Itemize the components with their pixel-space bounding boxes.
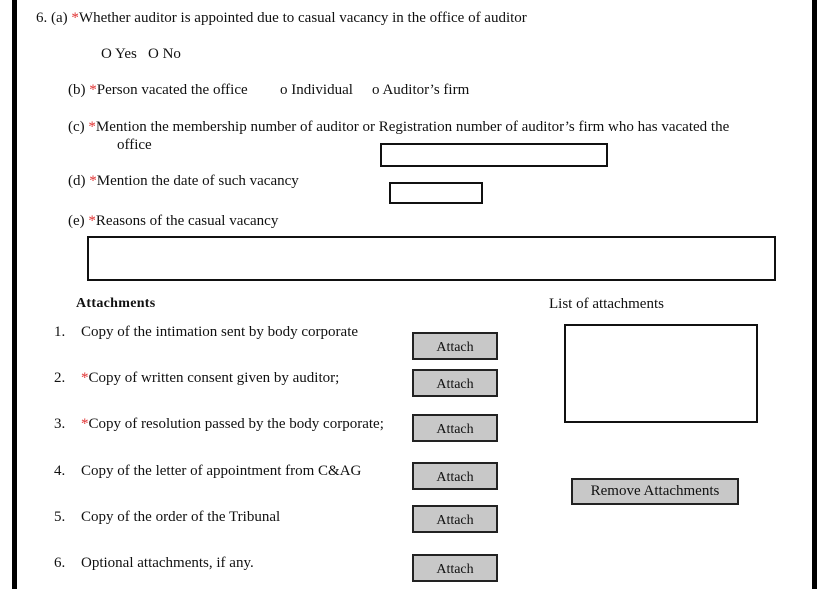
- attachment-item-text: Copy of written consent given by auditor;: [88, 370, 340, 386]
- required-asterisk: *: [88, 213, 96, 229]
- attach-button-6[interactable]: Attach: [412, 554, 498, 582]
- question-6c-label: (c): [68, 119, 85, 135]
- required-asterisk: *: [89, 82, 97, 98]
- question-6c-text: Mention the membership number of auditor or Registration number of auditor’s firm who has vacated the: [95, 119, 730, 135]
- attachment-item-label: [81, 555, 254, 572]
- option-no-label: No: [162, 46, 181, 62]
- option-auditors-firm[interactable]: [372, 82, 469, 99]
- question-6e-text: Reasons of the casual vacancy: [95, 213, 279, 229]
- attachment-item-text: Copy of the order of the Tribunal: [81, 509, 281, 525]
- attachment-item-number: 5.: [54, 509, 66, 525]
- attachment-item-number: 1.: [54, 324, 66, 340]
- radio-individual-icon[interactable]: o: [280, 82, 288, 98]
- question-6b-text: Person vacated the office: [96, 82, 248, 98]
- radio-yes-icon[interactable]: O: [101, 46, 112, 62]
- option-no[interactable]: [148, 46, 181, 63]
- required-asterisk: *: [89, 173, 97, 189]
- attachment-item-label: [81, 324, 358, 341]
- question-6e: [68, 213, 278, 230]
- left-page-border: [12, 0, 17, 589]
- attachment-item-text: Optional attachments, if any.: [81, 555, 254, 571]
- list-of-attachments-heading: List of attachments: [549, 296, 664, 312]
- question-6a: [36, 10, 527, 27]
- attach-button-4[interactable]: Attach: [412, 462, 498, 490]
- question-6a-number: 6. (a): [36, 10, 68, 26]
- attachment-item-text: Copy of resolution passed by the body corporate;: [88, 416, 384, 432]
- attachments-heading: Attachments: [76, 296, 156, 311]
- question-6b: [68, 82, 248, 99]
- attach-button-2[interactable]: Attach: [412, 369, 498, 397]
- attachment-item-number: 6.: [54, 555, 66, 571]
- radio-firm-icon[interactable]: o: [372, 82, 380, 98]
- question-6d: [68, 173, 299, 190]
- remove-attachments-button[interactable]: Remove Attachments: [571, 478, 739, 505]
- attachment-item-number: 4.: [54, 463, 66, 479]
- attachment-item-number: 3.: [54, 416, 66, 432]
- required-asterisk: *: [88, 119, 96, 135]
- question-6d-text: Mention the date of such vacancy: [96, 173, 299, 189]
- question-6a-text: Whether auditor is appointed due to casual vacancy in the office of auditor: [78, 10, 527, 26]
- option-individual[interactable]: [280, 82, 353, 99]
- attach-button-3[interactable]: Attach: [412, 414, 498, 442]
- question-6c-text-continued: office: [117, 137, 152, 153]
- question-6b-label: (b): [68, 82, 86, 98]
- attach-button-1[interactable]: Attach: [412, 332, 498, 360]
- option-yes[interactable]: [101, 46, 137, 63]
- attachments-listbox[interactable]: [564, 324, 758, 423]
- attachment-item-label: [81, 463, 361, 480]
- question-6d-label: (d): [68, 173, 86, 189]
- attachment-item-text: Copy of the intimation sent by body corporate: [81, 324, 359, 340]
- question-6c: [68, 119, 729, 136]
- required-asterisk: *: [81, 370, 89, 386]
- radio-no-icon[interactable]: O: [148, 46, 159, 62]
- attachment-item-label: [81, 416, 384, 433]
- attach-button-5[interactable]: Attach: [412, 505, 498, 533]
- attachment-item-number: 2.: [54, 370, 66, 386]
- required-asterisk: *: [81, 416, 89, 432]
- attachment-item-text: Copy of the letter of appointment from C&AG: [81, 463, 362, 479]
- option-firm-label: Auditor’s firm: [382, 82, 470, 98]
- membership-number-input[interactable]: [380, 143, 608, 167]
- attachment-item-label: [81, 509, 280, 526]
- attachment-item-label: [81, 370, 339, 387]
- option-yes-label: Yes: [115, 46, 137, 62]
- casual-vacancy-reasons-textarea[interactable]: [87, 236, 776, 281]
- option-individual-label: Individual: [291, 82, 353, 98]
- required-asterisk: *: [71, 10, 79, 26]
- vacancy-date-input[interactable]: [389, 182, 483, 204]
- right-page-border: [812, 0, 817, 589]
- question-6e-label: (e): [68, 213, 85, 229]
